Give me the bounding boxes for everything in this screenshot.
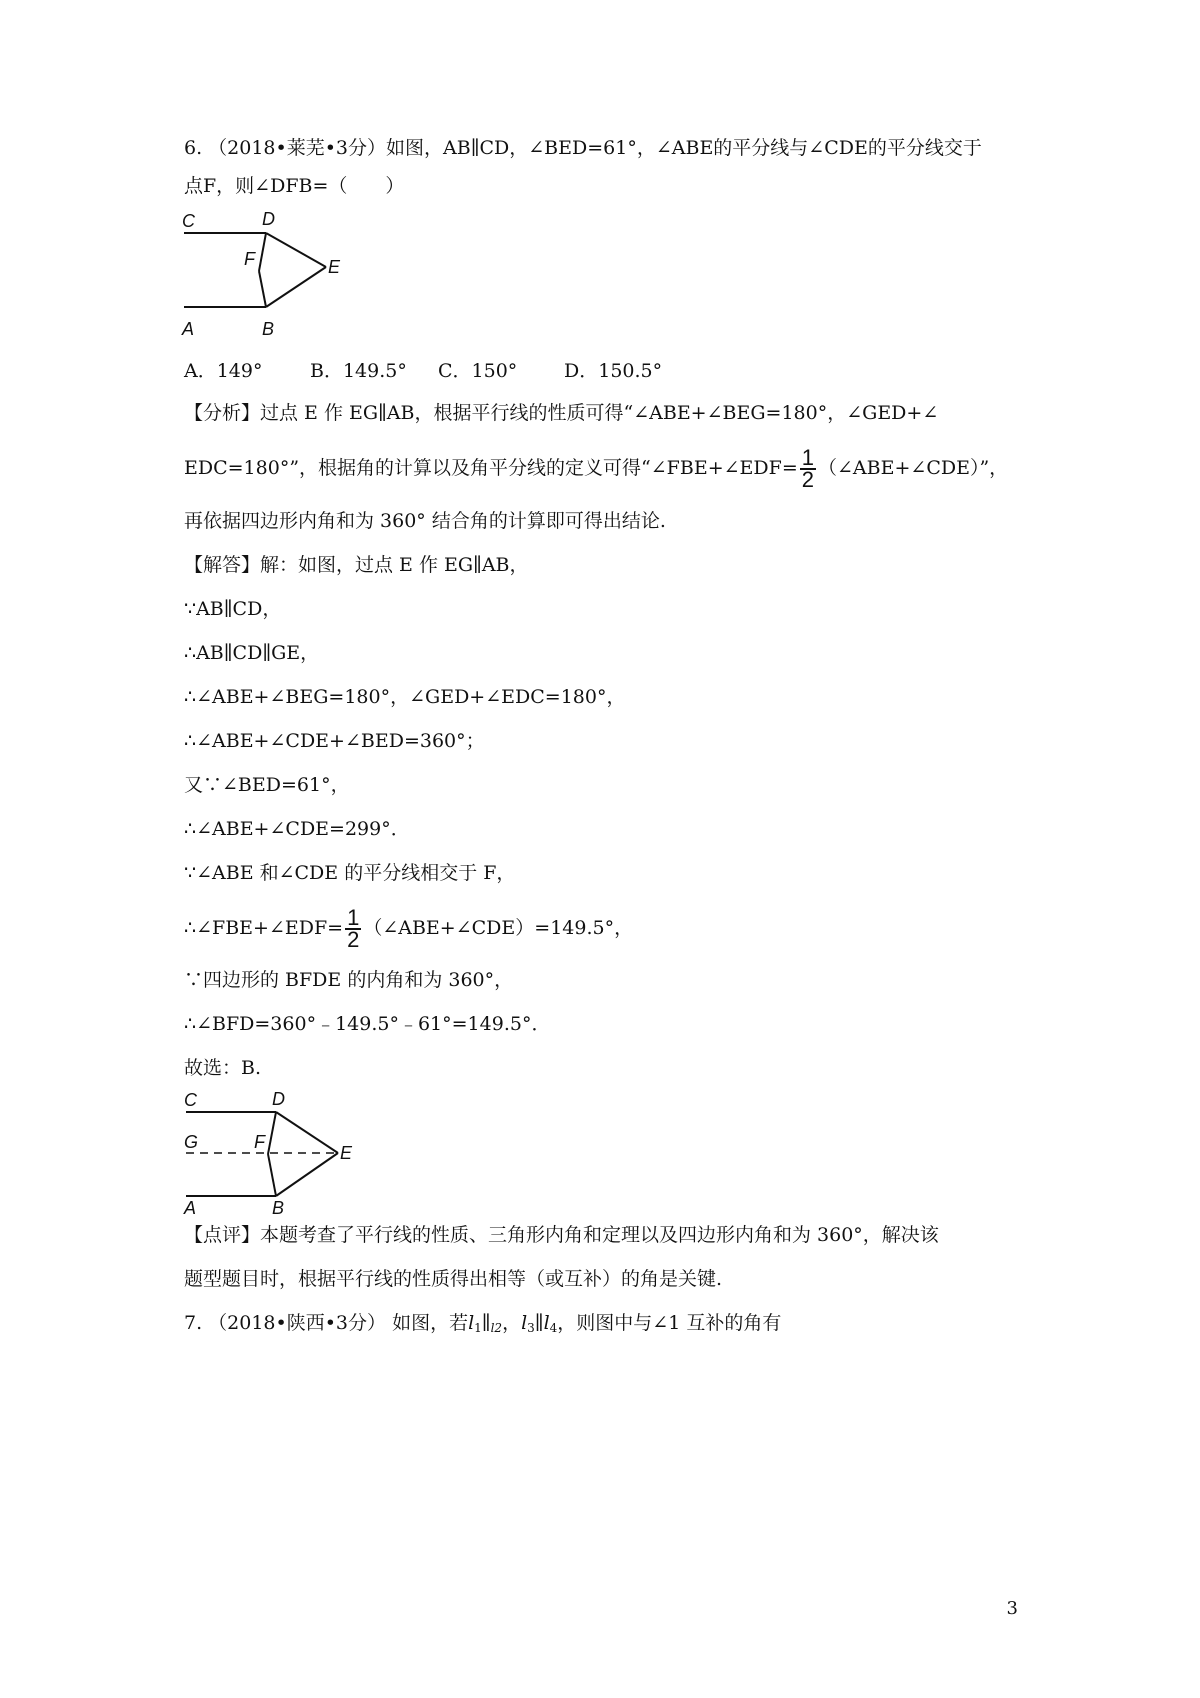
- parallel-symbol: ∥: [534, 1312, 544, 1334]
- solution-line: ∴AB∥CD∥GE，: [184, 642, 320, 664]
- segment-de: [266, 233, 326, 267]
- fraction-denominator: 2: [801, 467, 814, 492]
- l4-symbol: l: [543, 1312, 550, 1334]
- q7-stem-a: 7. （2018•陕西•3分） 如图，若: [184, 1312, 469, 1334]
- l1-subscript: 1: [474, 1321, 482, 1335]
- solution-line: 故选：B.: [184, 1057, 262, 1079]
- solution-fraction-b: （∠ABE+∠CDE）=149.5°，: [363, 917, 634, 939]
- segment-fb: [268, 1154, 276, 1196]
- solution-fraction-line: [184, 905, 634, 952]
- q6-figure-2: [180, 1090, 380, 1215]
- segment-de: [276, 1112, 338, 1153]
- label-b: B: [262, 319, 275, 339]
- segment-be: [266, 267, 326, 307]
- solution-line: ∴∠ABE+∠CDE+∠BED=360°；: [184, 730, 485, 752]
- label-f: F: [244, 249, 255, 269]
- segment-df: [259, 233, 266, 271]
- l2-symbol: l2: [490, 1321, 503, 1335]
- solution-line: ∴∠ABE+∠CDE=299°．: [184, 818, 410, 840]
- q6-figure-1: [178, 205, 358, 345]
- label-f: F: [254, 1132, 265, 1152]
- option-c: C．150°: [438, 360, 518, 382]
- l3-subscript: 3: [527, 1321, 535, 1335]
- solution-line: ∵∠ABE 和∠CDE 的平分线相交于 F，: [184, 862, 516, 884]
- parallel-symbol: ∥: [481, 1312, 491, 1334]
- solution-fraction-a: ∴∠FBE+∠EDF=: [184, 917, 344, 939]
- comment-line1: 【点评】本题考查了平行线的性质、三角形内角和定理以及四边形内角和为 360°，解决该: [184, 1224, 939, 1246]
- l1-symbol: l: [468, 1312, 475, 1334]
- fraction-numerator: 1: [347, 905, 360, 930]
- page-number: 3: [1006, 1598, 1018, 1619]
- fraction-numerator: 1: [801, 445, 814, 470]
- label-e: E: [328, 257, 341, 277]
- label-c: C: [184, 1090, 197, 1110]
- solution-line: ∴∠ABE+∠BEG=180°，∠GED+∠EDC=180°，: [184, 686, 626, 708]
- analysis-line2: [184, 445, 1009, 492]
- comment-line2: 题型题目时，根据平行线的性质得出相等（或互补）的角是关键.: [184, 1268, 723, 1290]
- fraction-denominator: 2: [347, 927, 360, 952]
- comma: ，: [502, 1312, 522, 1334]
- analysis-line2-a: EDC=180°”，根据角的计算以及角平分线的定义可得“∠FBE+∠EDF=: [184, 457, 798, 479]
- label-a: A: [184, 1198, 197, 1215]
- q6-stem-line2: 点F，则∠DFB=（ ）: [184, 175, 405, 197]
- l3-symbol: l: [521, 1312, 528, 1334]
- solution-line: ∵四边形的 BFDE 的内角和为 360°，: [184, 969, 514, 991]
- segment-df: [268, 1112, 276, 1154]
- option-a: A．149°: [184, 360, 263, 382]
- q7-stem-b: ，则图中与∠1 互补的角有: [557, 1312, 782, 1334]
- option-d: D．150.5°: [564, 360, 663, 382]
- label-b: B: [272, 1198, 285, 1215]
- q6-stem-line1: 6. （2018•莱芜•3分）如图，AB∥CD，∠BED=61°，∠ABE的平分线与∠CDE的平分线交于: [184, 137, 982, 159]
- label-c: C: [182, 211, 195, 231]
- label-d: D: [262, 209, 275, 229]
- analysis-line1: 【分析】过点 E 作 EG∥AB，根据平行线的性质可得“∠ABE+∠BEG=180°，∠GED+∠: [184, 402, 939, 424]
- label-e: E: [340, 1143, 353, 1163]
- segment-fb: [259, 271, 266, 307]
- solution-line: ∵AB∥CD，: [184, 598, 282, 620]
- option-b: B．149.5°: [310, 360, 407, 382]
- l4-subscript: 4: [549, 1321, 558, 1335]
- solution-line: 又∵∠BED=61°，: [184, 774, 350, 796]
- q7-stem: [184, 1310, 781, 1341]
- solution-line: 【解答】解：如图，过点 E 作 EG∥AB，: [184, 554, 529, 576]
- solution-line: ∴∠BFD=360°﹣149.5°﹣61°=149.5°．: [184, 1013, 551, 1035]
- label-g: G: [184, 1132, 199, 1152]
- fraction-half: [800, 445, 816, 492]
- fraction-half: [345, 905, 361, 952]
- label-a: A: [182, 319, 195, 339]
- analysis-line2-b: （∠ABE+∠CDE）”，: [818, 457, 1009, 479]
- label-d: D: [272, 1090, 285, 1109]
- analysis-line3: 再依据四边形内角和为 360° 结合角的计算即可得出结论.: [184, 510, 666, 532]
- segment-be: [276, 1153, 338, 1196]
